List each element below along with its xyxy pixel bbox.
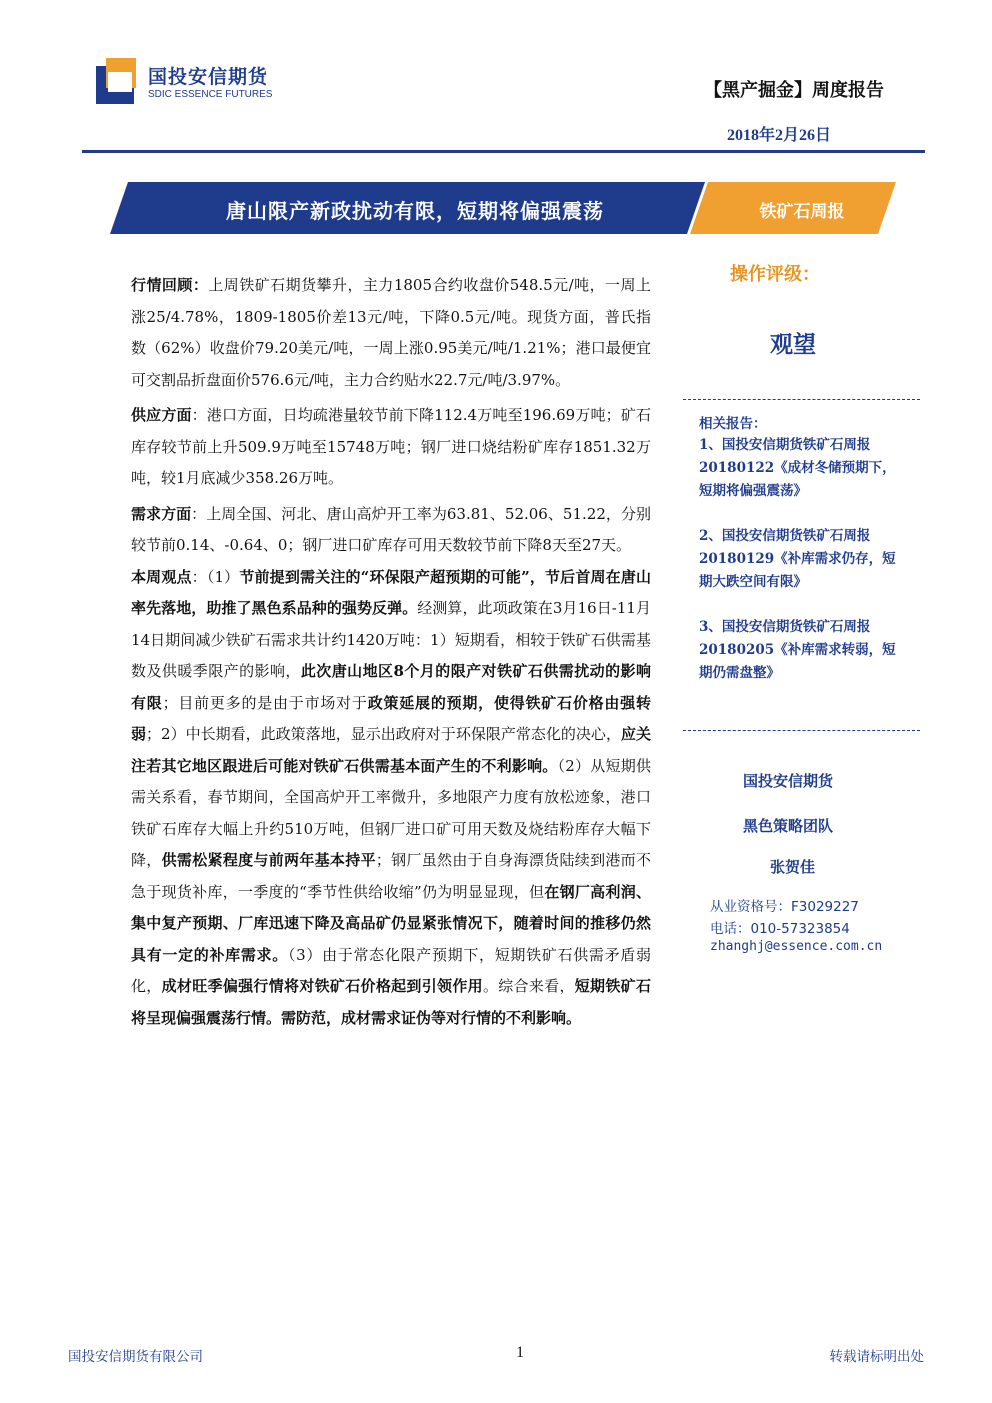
market-review-paragraph (131, 270, 651, 396)
footer-notice: 转载请标明出处 (829, 1349, 924, 1365)
view-highlight: 政策延展的预期，使得铁矿石价格由强转弱 (131, 693, 651, 743)
view-segment: （2）从短期供需关系看，春节期间，全国高炉开工率微升，多地限产力度有放松迹象，港口铁矿石库存大幅上升约510万吨，但钢厂进口矿可用天数及烧结粉库存大幅下降， (131, 756, 651, 869)
rating-label: 操作评级： (730, 264, 820, 285)
demand-text: ：上周全国、河北、唐山高炉开工率为63.81、52.06、51.22，分别较节前0.14、-0.64、0；钢厂进口矿库存可用天数较节前下降8天至27天。 (131, 504, 651, 554)
supply-label: 供应方面 (131, 406, 192, 424)
logo-chinese-name: 国投安信期货 (148, 66, 269, 88)
view-highlight: 应关注若其它地区跟进后可能对铁矿石供需基本面产生的不利影响。 (131, 725, 651, 775)
view-highlight: 成材旺季偏强行情将对铁矿石价格起到引领作用 (161, 977, 483, 995)
view-highlight: 供需松紧程度与前两年基本持平 (161, 851, 376, 869)
analyst-email[interactable]: zhanghj@essence.com.cn (710, 939, 883, 954)
analyst-license: 从业资格号：F3029227 (710, 899, 859, 915)
view-highlight: 此次唐山地区8个月的限产对铁矿石供需扰动的影响有限 (131, 662, 651, 712)
sidebar-divider (683, 730, 920, 731)
view-segment: ；目前更多的是由于市场对于 (162, 693, 368, 712)
report-type: 【黑产掘金】周度报告 (704, 80, 884, 101)
analyst-team: 黑色策略团队 (743, 817, 834, 835)
demand-paragraph (131, 499, 651, 562)
view-segment: （3）由于常态化限产预期下，短期铁矿石供需矛盾弱化， (131, 945, 651, 995)
logo-english-name: SDIC ESSENCE FUTURES (148, 89, 273, 100)
report-category: 铁矿石周报 (759, 202, 845, 222)
view-segment: 。综合来看， (482, 977, 575, 995)
view-highlight: 节前提到需关注的“环保限产超预期的可能”，节后首周在唐山率先落地，助推了黑色系品种的强势反弹。 (131, 567, 651, 617)
market-review-label: 行情回顾： (131, 276, 209, 294)
view-segment: ；2）中长期看，此政策落地，显示出政府对于环保限产常态化的决心， (146, 725, 621, 743)
market-review-text: 上周铁矿石期货攀升，主力1805合约收盘价548.5元/吨，一周上涨25/4.78%，1809-1805价差13元/吨，下降0.5元/吨。现货方面，普氏指数（62%）收盘价79.20美元/吨，一周上涨0.95美元/吨/1.21%；港口最便宜可交割品折盘面价576.6元/吨，主力合约贴水22.7元/吨/3.97%。 (131, 276, 651, 389)
demand-label: 需求方面 (131, 504, 192, 523)
title-banner (110, 182, 896, 234)
related-report-item[interactable]: 1、国投安信期货铁矿石周报 20180122《成材冬储预期下， 短期将偏强震荡》 (699, 437, 896, 499)
view-segment: 经测算，此项政策在3月16日-11月14日期间减少铁矿石需求共计约1420万吨：1）短期看，相较于铁矿石供需基数及供暖季限产的影响， (131, 599, 651, 680)
analyst-company: 国投安信期货 (743, 772, 834, 790)
related-reports-heading: 相关报告： (699, 416, 767, 432)
sidebar-divider (683, 399, 920, 400)
view-label: 本周观点 (131, 567, 192, 586)
footer-company: 国投安信期货有限公司 (68, 1349, 203, 1365)
view-highlight: 短期铁矿石将呈现偏强震荡行情。需防范，成材需求证伪等对行情的不利影响。 (131, 977, 651, 1027)
view-paragraph (131, 562, 651, 1035)
rating-value: 观望 (770, 332, 816, 358)
page-number: 1 (516, 1344, 524, 1361)
supply-paragraph (131, 400, 651, 495)
view-highlight: 在钢厂高利润、集中复产预期、厂库迅速下降及高品矿仍显紧张情况下，随着时间的推移仍然具有一定的补库需求。 (131, 882, 651, 964)
header-divider (82, 150, 925, 153)
analyst-phone: 电话：010-57323854 (710, 921, 850, 937)
logo-mark-icon (96, 58, 144, 104)
company-logo (96, 58, 286, 104)
main-content (131, 270, 651, 1034)
view-segment: ：（1） (191, 567, 240, 586)
supply-text: ：港口方面，日均疏港量较节前下降112.4万吨至196.69万吨；矿石库存较节前上升509.9万吨至15748万吨；钢厂进口烧结粉矿库存1851.32万吨，较1月底减少358.26万吨。 (131, 406, 651, 487)
view-segment: ；钢厂虽然由于自身海漂货陆续到港而不急于现货补库，一季度的“季节性供给收缩”仍为明显显现，但 (131, 851, 651, 901)
report-date: 2018年2月26日 (726, 127, 831, 144)
analyst-name: 张贺佳 (770, 858, 816, 876)
report-title: 唐山限产新政扰动有限，短期将偏强震荡 (226, 199, 604, 223)
related-report-item[interactable]: 2、国投安信期货铁矿石周报 20180129《补库需求仍存，短 期大跌空间有限》 (699, 528, 896, 590)
related-report-item[interactable]: 3、国投安信期货铁矿石周报 20180205《补库需求转弱，短 期仍需盘整》 (699, 619, 896, 681)
